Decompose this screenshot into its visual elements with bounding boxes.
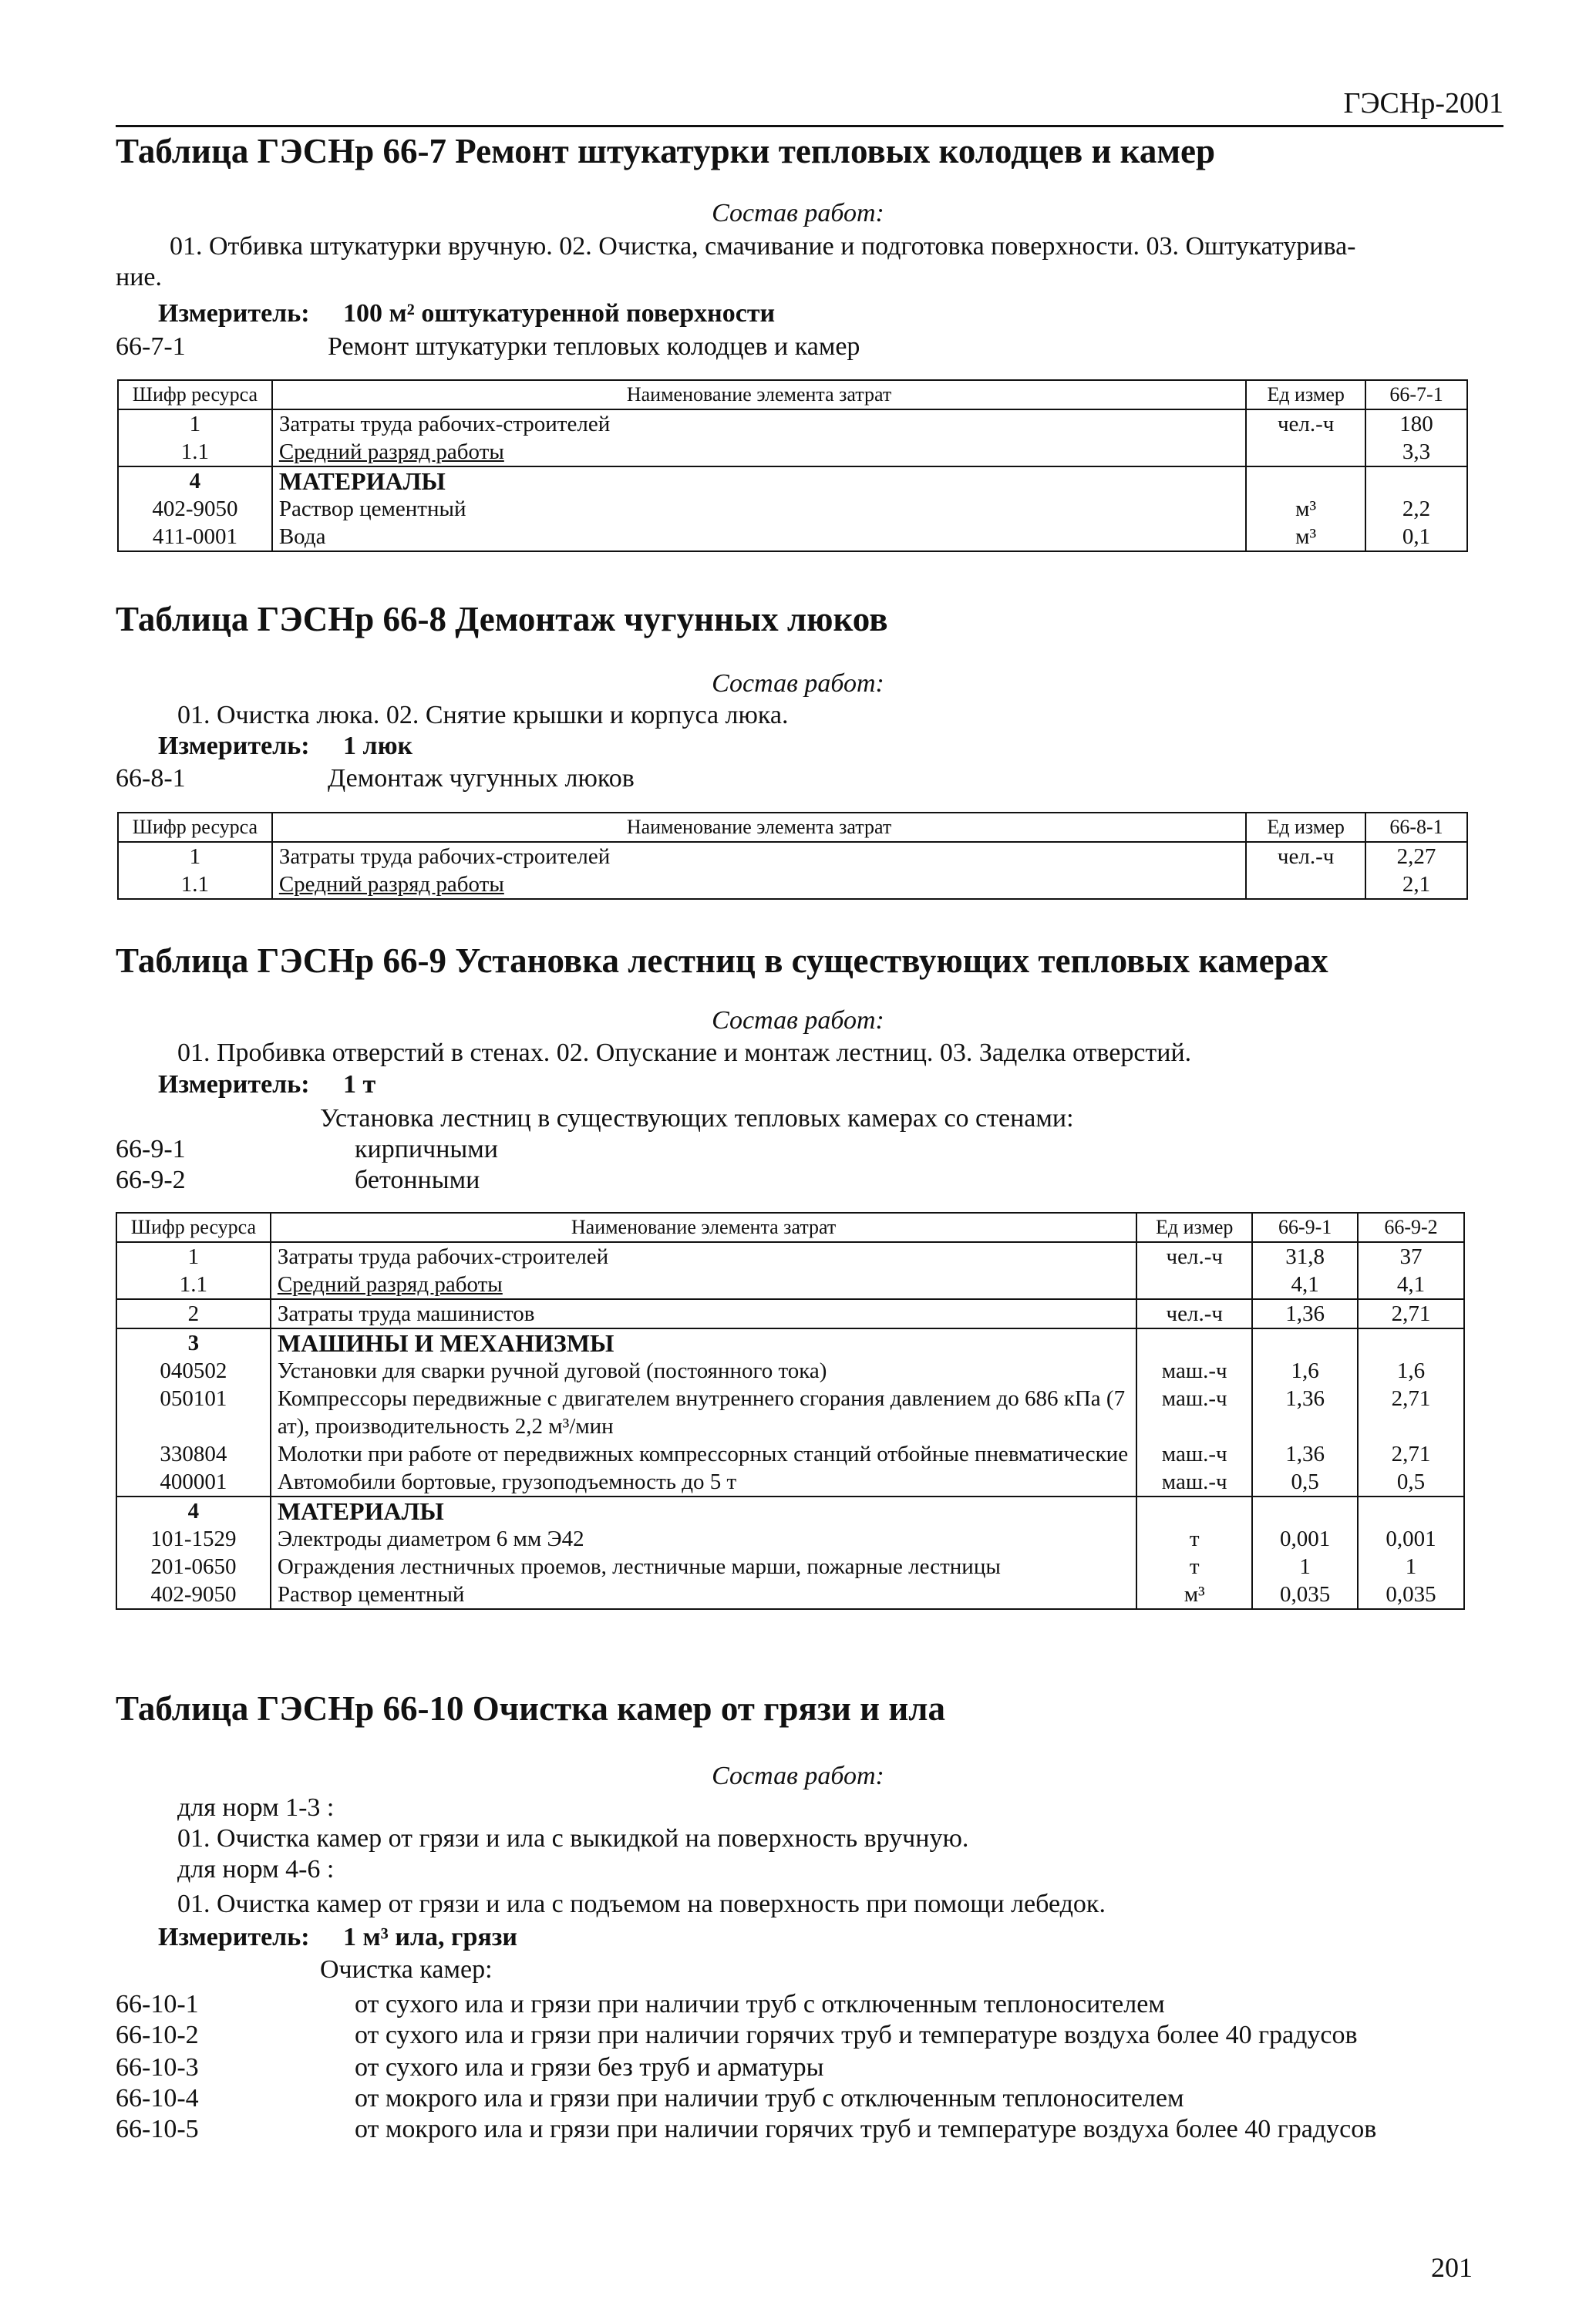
header-code: ГЭСНр-2001 — [1343, 87, 1503, 120]
cell-name: Раствор цементный — [272, 495, 1246, 523]
cell-value — [1358, 1328, 1464, 1357]
col-header-norm: 66-8-1 — [1365, 813, 1467, 842]
col-header-unit: Ед измер — [1136, 1213, 1252, 1242]
norm-name: Ремонт штукатурки тепловых колодцев и камер — [328, 332, 860, 361]
measure-label: Измеритель: — [158, 1923, 310, 1951]
cell-code: 101-1529 — [116, 1525, 271, 1553]
cell-value: 0,5 — [1358, 1468, 1464, 1497]
cell-value — [1252, 1497, 1358, 1525]
cell-value: 0,001 — [1252, 1525, 1358, 1553]
cell-value: 1,36 — [1252, 1440, 1358, 1468]
table-row — [116, 1440, 1464, 1468]
norm-code: 66-10-5 — [116, 2115, 199, 2143]
cell-name: Электроды диаметром 6 мм Э42 — [271, 1525, 1136, 1553]
cell-unit — [1246, 438, 1365, 466]
table-row — [116, 1328, 1464, 1357]
cell-code: 411-0001 — [118, 523, 272, 551]
col-header-name: Наименование элемента затрат — [272, 813, 1246, 842]
cell-name: Средний разряд работы — [277, 1272, 503, 1297]
norm-group-label: для норм 4-6 : — [177, 1855, 335, 1884]
cell-value: 2,1 — [1365, 870, 1467, 899]
cell-unit: маш.-ч — [1136, 1468, 1252, 1497]
table-row — [116, 1271, 1464, 1299]
cell-value — [1252, 1328, 1358, 1357]
norm-name: от сухого ила и грязи при наличии горячих труб и температуре воздуха более 40 градусов — [355, 2021, 1358, 2049]
cell-unit: м³ — [1136, 1581, 1252, 1609]
cell-value: 0,035 — [1358, 1581, 1464, 1609]
table-row — [116, 1553, 1464, 1581]
cell-value: 1,36 — [1252, 1299, 1358, 1328]
col-header-unit: Ед измер — [1246, 380, 1365, 409]
cell-name: Компрессоры передвижные с двигателем внутреннего сгорания давлением до 686 кПа (7 ат), производительность 2,2 м³/мин — [271, 1385, 1136, 1440]
cell-code: 4 — [118, 466, 272, 495]
resource-table-66-8 — [117, 812, 1468, 900]
norm-code: 66-9-2 — [116, 1166, 186, 1194]
cell-value: 2,71 — [1358, 1385, 1464, 1440]
col-header-norm: 66-9-2 — [1358, 1213, 1464, 1242]
cell-code: 1.1 — [116, 1271, 271, 1299]
composition-label: Состав работ: — [712, 669, 884, 698]
measure-label: Измеритель: — [158, 1070, 310, 1099]
cell-category: МАТЕРИАЛЫ — [271, 1497, 1136, 1525]
table-row — [116, 1525, 1464, 1553]
cell-name: Затраты труда рабочих-строителей — [272, 409, 1246, 438]
cell-code: 400001 — [116, 1468, 271, 1497]
resource-table-66-7 — [117, 379, 1468, 552]
cell-code: 050101 — [116, 1385, 271, 1440]
cell-code: 1 — [118, 842, 272, 870]
cell-code: 1.1 — [118, 870, 272, 899]
cell-value: 1,36 — [1252, 1385, 1358, 1440]
cell-name: Средний разряд работы — [278, 439, 504, 464]
work-text: 01. Пробивка отверстий в стенах. 02. Опускание и монтаж лестниц. 03. Заделка отверстий. — [177, 1039, 1192, 1067]
cell-name: Затраты труда машинистов — [271, 1299, 1136, 1328]
cell-code: 040502 — [116, 1357, 271, 1385]
col-header-norm: 66-7-1 — [1365, 380, 1467, 409]
cell-unit: чел.-ч — [1246, 409, 1365, 438]
resource-table-66-9 — [116, 1212, 1465, 1610]
norm-intro: Очистка камер: — [320, 1955, 493, 1984]
cell-name: Раствор цементный — [271, 1581, 1136, 1609]
col-header-unit: Ед измер — [1246, 813, 1365, 842]
measure-value: 1 люк — [343, 732, 413, 760]
cell-value: 4,1 — [1252, 1271, 1358, 1299]
norm-code: 66-9-1 — [116, 1135, 186, 1163]
norm-name: Демонтаж чугунных люков — [328, 764, 635, 793]
table-row — [118, 438, 1467, 466]
cell-name: Вода — [272, 523, 1246, 551]
cell-value: 3,3 — [1365, 438, 1467, 466]
cell-value: 180 — [1365, 409, 1467, 438]
cell-name: Молотки при работе от передвижных компрессорных станций отбойные пневматические — [271, 1440, 1136, 1468]
cell-code: 3 — [116, 1328, 271, 1357]
measure-value: 1 т — [343, 1070, 376, 1099]
table-row — [116, 1581, 1464, 1609]
cell-unit: чел.-ч — [1136, 1299, 1252, 1328]
table-66-8-title: Таблица ГЭСНр 66-8 Демонтаж чугунных люков — [116, 600, 888, 638]
norm-code: 66-10-4 — [116, 2084, 199, 2113]
cell-value: 1,6 — [1358, 1357, 1464, 1385]
table-row — [118, 466, 1467, 495]
cell-unit — [1136, 1271, 1252, 1299]
work-text: ние. — [116, 263, 162, 291]
table-row — [118, 495, 1467, 523]
col-header-norm: 66-9-1 — [1252, 1213, 1358, 1242]
cell-unit — [1136, 1497, 1252, 1525]
norm-code: 66-10-3 — [116, 2053, 199, 2082]
norm-name: от сухого ила и грязи без труб и арматуры — [355, 2053, 824, 2082]
cell-name: Установки для сварки ручной дуговой (постоянного тока) — [271, 1357, 1136, 1385]
work-text: 01. Очистка люка. 02. Снятие крышки и корпуса люка. — [177, 701, 789, 729]
cell-code: 1 — [116, 1242, 271, 1271]
table-66-9-title: Таблица ГЭСНр 66-9 Установка лестниц в существующих тепловых камерах — [116, 941, 1328, 980]
cell-value: 2,27 — [1365, 842, 1467, 870]
cell-value: 2,71 — [1358, 1440, 1464, 1468]
work-text: 01. Очистка камер от грязи и ила с подъемом на поверхность при помощи лебедок. — [177, 1890, 1106, 1918]
cell-name: Затраты труда рабочих-строителей — [272, 842, 1246, 870]
cell-code: 402-9050 — [118, 495, 272, 523]
cell-value — [1358, 1497, 1464, 1525]
cell-name: Затраты труда рабочих-строителей — [271, 1242, 1136, 1271]
cell-category: МАТЕРИАЛЫ — [272, 466, 1246, 495]
cell-value: 0,035 — [1252, 1581, 1358, 1609]
cell-code: 330804 — [116, 1440, 271, 1468]
table-row — [118, 870, 1467, 899]
cell-unit: чел.-ч — [1136, 1242, 1252, 1271]
norm-code: 66-8-1 — [116, 764, 186, 793]
work-text: 01. Очистка камер от грязи и ила с выкидкой на поверхность вручную. — [177, 1824, 969, 1853]
cell-value: 2,71 — [1358, 1299, 1464, 1328]
table-row — [118, 409, 1467, 438]
cell-name: Ограждения лестничных проемов, лестничные марши, пожарные лестницы — [271, 1553, 1136, 1581]
cell-name: Автомобили бортовые, грузоподъемность до 5 т — [271, 1468, 1136, 1497]
cell-name: Средний разряд работы — [278, 872, 504, 897]
col-header-code: Шифр ресурса — [116, 1213, 271, 1242]
page-number: 201 — [1431, 2252, 1473, 2283]
cell-value: 1 — [1252, 1553, 1358, 1581]
table-row — [116, 1299, 1464, 1328]
cell-value: 0,001 — [1358, 1525, 1464, 1553]
cell-value: 0,1 — [1365, 523, 1467, 551]
cell-code: 1 — [118, 409, 272, 438]
composition-label: Состав работ: — [712, 1006, 884, 1035]
work-text: 01. Отбивка штукатурки вручную. 02. Очистка, смачивание и подготовка поверхности. 03. Оштукатурива- — [170, 232, 1356, 261]
col-header-name: Наименование элемента затрат — [272, 380, 1246, 409]
cell-category: МАШИНЫ И МЕХАНИЗМЫ — [271, 1328, 1136, 1357]
cell-unit: маш.-ч — [1136, 1385, 1252, 1440]
cell-code: 201-0650 — [116, 1553, 271, 1581]
composition-label: Состав работ: — [712, 199, 884, 227]
cell-value: 2,2 — [1365, 495, 1467, 523]
cell-code: 402-9050 — [116, 1581, 271, 1609]
measure-label: Измеритель: — [158, 299, 310, 328]
cell-unit: м³ — [1246, 523, 1365, 551]
cell-unit: чел.-ч — [1246, 842, 1365, 870]
norm-name: бетонными — [355, 1166, 480, 1194]
cell-unit: м³ — [1246, 495, 1365, 523]
norm-name: кирпичными — [355, 1135, 498, 1163]
norm-code: 66-10-2 — [116, 2021, 199, 2049]
table-row — [116, 1468, 1464, 1497]
cell-value: 31,8 — [1252, 1242, 1358, 1271]
cell-unit: т — [1136, 1553, 1252, 1581]
composition-label: Состав работ: — [712, 1762, 884, 1790]
norm-intro: Установка лестниц в существующих тепловых камерах со стенами: — [320, 1104, 1074, 1133]
cell-value: 0,5 — [1252, 1468, 1358, 1497]
cell-unit — [1246, 466, 1365, 495]
cell-value: 1,6 — [1252, 1357, 1358, 1385]
cell-value — [1365, 466, 1467, 495]
norm-name: от мокрого ила и грязи при наличии труб с отключенным теплоносителем — [355, 2084, 1184, 2113]
cell-unit — [1136, 1328, 1252, 1357]
cell-unit — [1246, 870, 1365, 899]
cell-code: 1.1 — [118, 438, 272, 466]
cell-value: 4,1 — [1358, 1271, 1464, 1299]
page-header — [116, 85, 1503, 127]
norm-group-label: для норм 1-3 : — [177, 1793, 335, 1822]
cell-unit: маш.-ч — [1136, 1440, 1252, 1468]
measure-value: 100 м² оштукатуренной поверхности — [343, 299, 776, 328]
norm-name: от сухого ила и грязи при наличии труб с отключенным теплоносителем — [355, 1990, 1165, 2018]
cell-value: 1 — [1358, 1553, 1464, 1581]
table-row — [116, 1497, 1464, 1525]
cell-value: 37 — [1358, 1242, 1464, 1271]
measure-value: 1 м³ ила, грязи — [343, 1923, 518, 1951]
table-66-7-title: Таблица ГЭСНр 66-7 Ремонт штукатурки тепловых колодцев и камер — [116, 132, 1216, 170]
norm-name: от мокрого ила и грязи при наличии горячих труб и температуре воздуха более 40 градусов — [355, 2115, 1377, 2143]
col-header-code: Шифр ресурса — [118, 813, 272, 842]
table-row — [116, 1357, 1464, 1385]
table-row — [118, 842, 1467, 870]
col-header-code: Шифр ресурса — [118, 380, 272, 409]
cell-unit: т — [1136, 1525, 1252, 1553]
measure-label: Измеритель: — [158, 732, 310, 760]
cell-code: 4 — [116, 1497, 271, 1525]
table-row — [116, 1385, 1464, 1440]
cell-code: 2 — [116, 1299, 271, 1328]
table-row — [118, 523, 1467, 551]
cell-unit: маш.-ч — [1136, 1357, 1252, 1385]
col-header-name: Наименование элемента затрат — [271, 1213, 1136, 1242]
norm-code: 66-7-1 — [116, 332, 186, 361]
norm-code: 66-10-1 — [116, 1990, 199, 2018]
table-row — [116, 1242, 1464, 1271]
table-66-10-title: Таблица ГЭСНр 66-10 Очистка камер от грязи и ила — [116, 1689, 946, 1728]
